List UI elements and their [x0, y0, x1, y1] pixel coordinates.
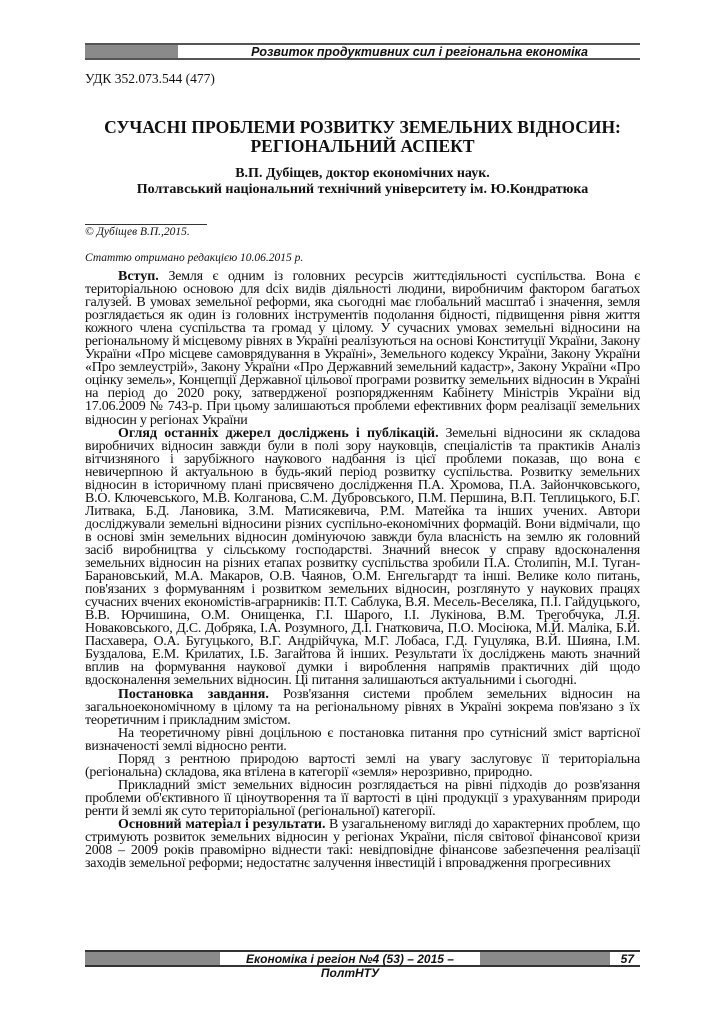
paragraph-lead: Огляд останніх джерел досліджень і публікацій. — [118, 425, 439, 441]
title-line-1: СУЧАСНІ ПРОБЛЕМИ РОЗВИТКУ ЗЕМЕЛЬНИХ ВІДНОСИН: — [104, 117, 621, 137]
udk-code: УДК 352.073.544 (477) — [85, 71, 215, 86]
title-line-2: РЕГІОНАЛЬНИЙ АСПЕКТ — [250, 136, 475, 156]
author-name: В.П. Дубіщев, доктор економічних наук. — [235, 166, 490, 181]
paragraph-text: В узагальненому вигляді до характерних проблем, що стримують розвиток земельних відносин у регіонах України, після світової фінансової кризи 2008 – 2009 років правомірно віднести такі: невідповідне фінансове забезпечення реалізації заходів земельної реформи; недостатнє залучення інвестицій і впровадження прогресивних — [85, 816, 640, 872]
paragraph-lead: Вступ. — [118, 269, 159, 284]
footnote-separator — [85, 224, 207, 225]
paragraph-applied — [85, 779, 640, 818]
author-block — [85, 166, 640, 198]
paragraph-lead: Основний матеріал і результати. — [118, 816, 326, 832]
paragraph-text: Прикладний зміст земельних відносин розглядається на рівні підходів до розв'язання проблеми об'єктивного її ціноутворення та її вартості в ціні продукції з урахуванням природи ренти й землі як суто територіальної (регіональної) категорії. — [85, 777, 640, 819]
footer-journal-info: Економіка і регіон №4 (53) – 2015 – ПолтНТУ — [246, 952, 454, 980]
received-date: Статтю отримано редакцією 10.06.2015 р. — [85, 252, 304, 264]
running-footer — [85, 950, 640, 980]
article-body — [85, 270, 640, 870]
article-title — [85, 118, 640, 156]
paragraph-text: Земельні відносини як складова виробничих відносин завжди були в полі зору науковців, спеціалістів та практиків Аналіз вітчизняного і зарубіжного наукового надбання із цієї проблеми показав, що вона є невичерпною й актуальною в будь-який період розвитку суспільства. Розвитку земельних відносин в історичному плані присвячено дослідження П.А. Хромова, П.А. Зайончковського, В.О. Ключевського, М.В. Колганова, С.М. Дубровського, П.М. Першина, В.П. Теплицького, Б.Г. Литвака, Б.Д. Лановика, З.М. Матисякевича, Р.М. Матейка та інших учених. Автори досліджували земельні відносини різних суспільно-економічних формацій. Вони відмічали, що в основі змін земельних відносин домінуючою завжди була власність на землю як головний засіб виробництва у сільському господарстві. Значний внесок у справу вдосконалення земельних відносин на різних етапах розвитку суспільства зробили П.А. Столипін, М.І. Туган-Барановський, М.А. Макаров, О.В. Чаянов, О.М. Енгельгардт та інші. Велике коло питань, пов'язаних з формуванням і розвитком земельних відносин, розглянуто у наукових працях сучасних вчених економістів-аграрників: П.Т. Саблука, В.Я. Месель-Веселяка, П.І. Гайдуцького, В.В. Юрчишина, О.М. Онищенка, Г.І. Шарого, І.І. Лукінова, В.М. Трегобчука, Л.Я. Новаковського, Д.С. Добряка, І.А. Розумного, Д.І. Гнатковича, П.О. Мосіюка, М.Й. Маліка, Б.Й. Пасхавера, О.А. Бугуцького, В.Г. Андрійчука, М.Г. Лобаса, Г.Д. Гуцуляка, В.Й. Шияна, І.М. Буздалова, Е.М. Крилатих, І.Б. Загайтова й інших. Результати їх досліджень мають значний вплив на формування наукової думки і вироблення напрямів практичних дій щодо вдосконалення земельних відносин. Ці питання залишаються актуальними і сьогодні. — [85, 425, 640, 689]
paragraph-text: На теоретичному рівні доцільною є постановка питання про сутнісний зміст вартісної визначеності землі відносно ренти. — [85, 725, 640, 754]
paragraph-main-results — [85, 818, 640, 870]
footer-gray-block-left — [85, 952, 220, 965]
paragraph-text: Земля є одним із головних ресурсів життєдіяльності суспільства. Вона є територіальною основою для dcix видів діяльності людини, виробничим фактором багатьох галузей. В умовах земельної реформи, яка сьогодні має глобальний масштаб і значення, земля розглядається як один із головних інструментів подолання бідності, підвищення рівня життя кожного члена суспільства та громад у цілому. У сучасних умовах земельні відносини на регіональному й місцевому рівнях в Україні реалізуються на основі Конституції України, Закону України «Про місцеве самоврядування в Україні», Земельного кодексу України, Закону України «Про землеустрій», Закону України «Про Державний земельний кадастр», Закону України «Про оцінку земель», Концепції Державної цільової програми розвитку земельних відносин в Україні на період до 2020 року, затвердженої розпорядженням Кабінету Міністрів України від 17.06.2009 № 743-р. При цьому залишаються проблеми ефективних форм реалізації земельних відносин у регіонах України — [85, 269, 640, 428]
header-gray-block — [85, 45, 178, 58]
running-header — [85, 43, 640, 60]
footer-gray-block-right — [480, 952, 610, 965]
copyright-note: © Дубіщев В.П.,2015. — [85, 226, 190, 238]
paragraph-introduction — [85, 270, 640, 427]
paragraph-literature-review — [85, 427, 640, 688]
paragraph-regional — [85, 753, 640, 779]
header-section-title: Розвиток продуктивних сил і регіональна економіка — [251, 45, 588, 59]
author-affiliation: Полтавський національний технічний університету ім. Ю.Кондратюка — [136, 182, 589, 197]
paragraph-text: Розв'язання системи проблем земельних відносин на загальноекономічному в цілому та на регіональному рівнях в Україні зокрема пов'язано з їх теоретичним і прикладним змістом. — [85, 686, 640, 728]
page-number: 57 — [620, 952, 634, 966]
paragraph-text: Поряд з рентною природою вартості землі на увагу заслуговує її територіальна (регіональна) складова, яка втілена в категорії «земля» нерозривно, природно. — [85, 751, 640, 780]
paragraph-problem-statement — [85, 688, 640, 727]
paragraph-theoretical — [85, 727, 640, 753]
paragraph-lead: Постановка завдання. — [118, 686, 269, 702]
